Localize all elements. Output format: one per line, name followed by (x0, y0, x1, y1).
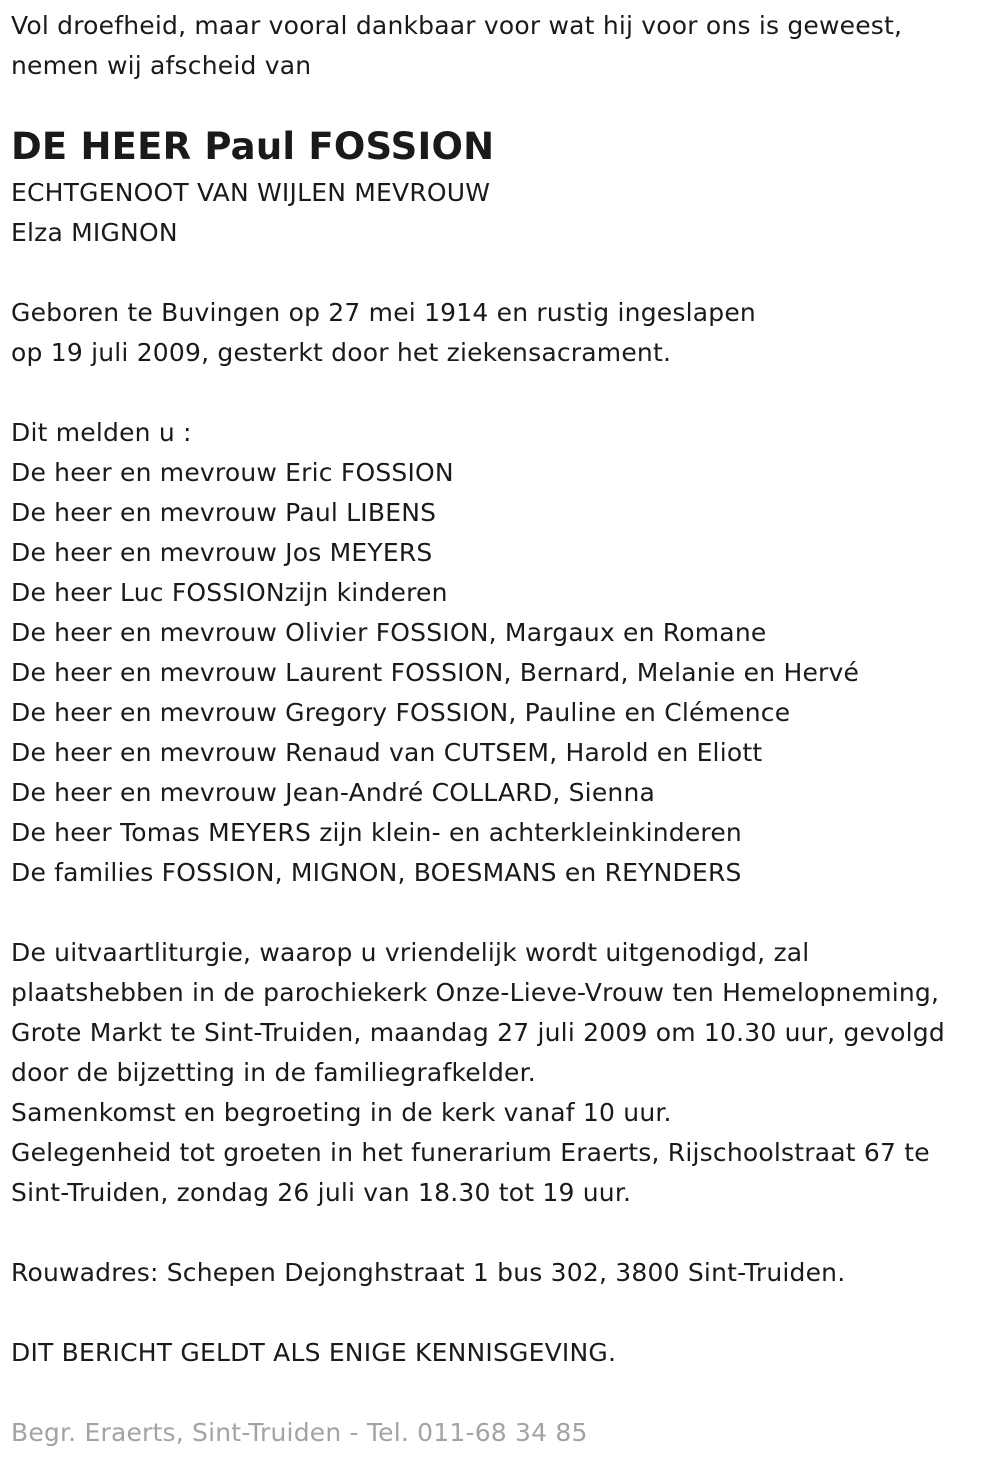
funeral-home-footer (11, 1413, 588, 1453)
family-member-line: De heer Luc FOSSIONzijn kinderen (11, 578, 448, 607)
family-member-line: De heer en mevrouw Olivier FOSSION, Margaux en Romane (11, 618, 767, 647)
ceremony-line: Grote Markt te Sint-Truiden, maandag 27 juli 2009 om 10.30 uur, gevolgd (11, 1018, 945, 1047)
intro-line: Vol droefheid, maar vooral dankbaar voor wat hij voor ons is geweest, (11, 11, 903, 40)
address-line: Rouwadres: Schepen Dejonghstraat 1 bus 302, 3800 Sint-Truiden. (11, 1258, 846, 1287)
spouse-block (11, 173, 490, 253)
announcement-block (11, 413, 859, 893)
birth-line: Geboren te Buvingen op 27 mei 1914 en rustig ingeslapen (11, 298, 756, 327)
intro-line: nemen wij afscheid van (11, 51, 312, 80)
spouse-line: Elza MIGNON (11, 218, 178, 247)
ceremony-line: Samenkomst en begroeting in de kerk vanaf 10 uur. (11, 1098, 672, 1127)
ceremony-block (11, 933, 945, 1213)
ceremony-line: plaatshebben in de parochiekerk Onze-Lieve-Vrouw ten Hemelopneming, (11, 978, 940, 1007)
family-member-line: De heer en mevrouw Laurent FOSSION, Bernard, Melanie en Hervé (11, 658, 860, 687)
family-member-line: De heer en mevrouw Paul LIBENS (11, 498, 437, 527)
notice-statement (11, 1333, 616, 1373)
ceremony-line: Sint-Truiden, zondag 26 juli van 18.30 tot 19 uur. (11, 1178, 632, 1207)
family-member-line: De families FOSSION, MIGNON, BOESMANS en REYNDERS (11, 858, 742, 887)
family-member-line: De heer en mevrouw Renaud van CUTSEM, Harold en Eliott (11, 738, 763, 767)
deceased-name: DE HEER Paul FOSSION (11, 125, 495, 168)
birth-line: op 19 juli 2009, gesterkt door het ziekensacrament. (11, 338, 672, 367)
notice-line: DIT BERICHT GELDT ALS ENIGE KENNISGEVING. (11, 1338, 617, 1367)
birth-death-block (11, 293, 756, 373)
family-member-line: De heer en mevrouw Jean-André COLLARD, Sienna (11, 778, 656, 807)
family-member-line: De heer Tomas MEYERS zijn klein- en achterkleinkinderen (11, 818, 742, 847)
ceremony-line: door de bijzetting in de familiegrafkelder. (11, 1058, 536, 1087)
spouse-line: ECHTGENOOT VAN WIJLEN MEVROUW (11, 178, 491, 207)
announcement-intro: Dit melden u : (11, 418, 192, 447)
ceremony-line: Gelegenheid tot groeten in het funerarium Eraerts, Rijschoolstraat 67 te (11, 1138, 930, 1167)
footer-line: Begr. Eraerts, Sint-Truiden - Tel. 011-68 34 85 (11, 1418, 588, 1447)
ceremony-line: De uitvaartliturgie, waarop u vriendelijk wordt uitgenodigd, zal (11, 938, 810, 967)
family-member-line: De heer en mevrouw Jos MEYERS (11, 538, 433, 567)
family-member-line: De heer en mevrouw Eric FOSSION (11, 458, 454, 487)
intro-block (11, 6, 902, 86)
mourning-address (11, 1253, 845, 1293)
family-member-line: De heer en mevrouw Gregory FOSSION, Pauline en Clémence (11, 698, 791, 727)
